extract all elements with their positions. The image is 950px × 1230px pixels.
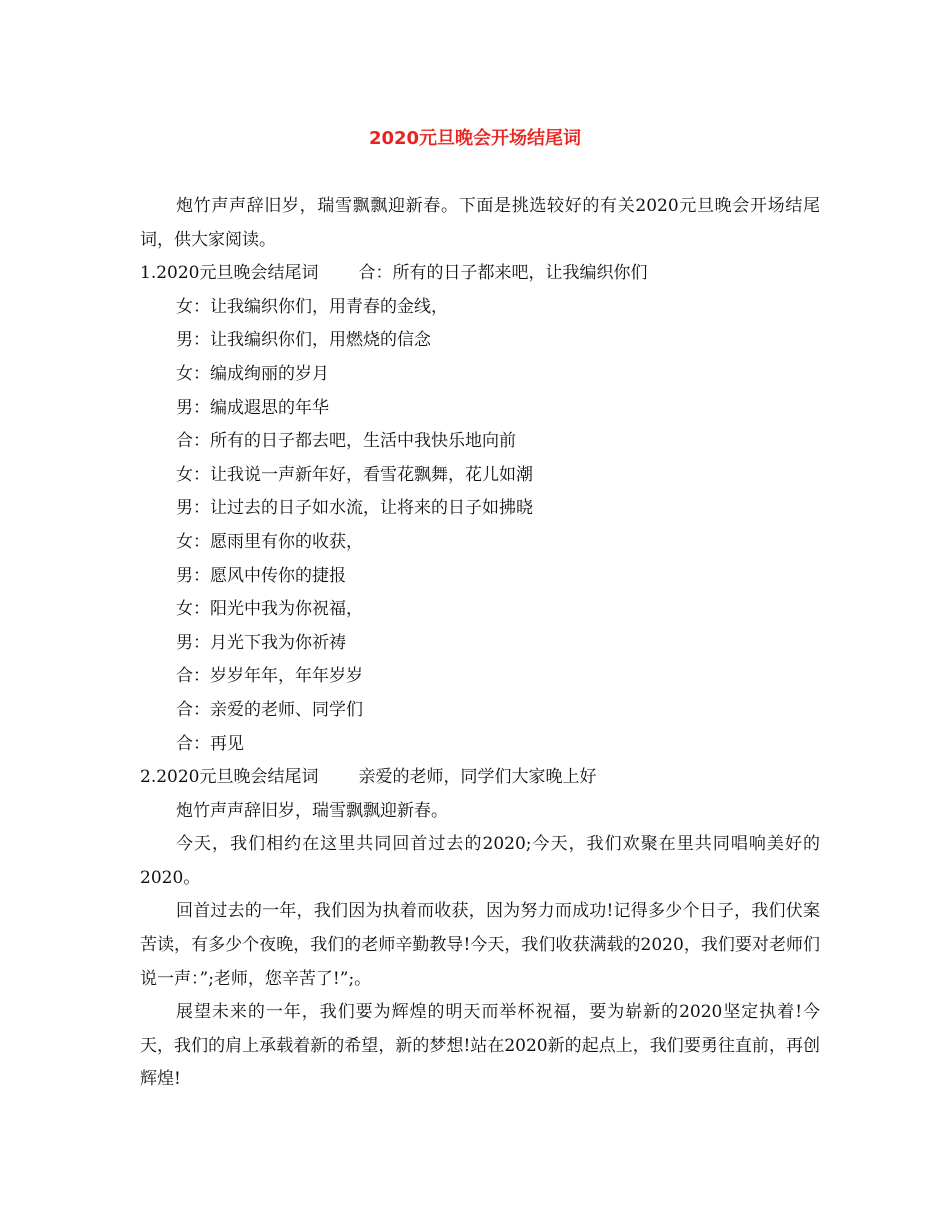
body-paragraph: 今天，我们相约在这里共同回首过去的2020;今天，我们欢聚在里共同唱响美好的2020。 [140, 834, 820, 888]
dialogue-line: 女：愿雨里有你的收获， [176, 531, 363, 552]
dialogue-line: 合：所有的日子都去吧，生活中我快乐地向前 [176, 431, 516, 452]
dialogue-line: 合：再见 [176, 733, 244, 754]
document-title: 2020元旦晚会开场结尾词 [368, 128, 582, 149]
body-paragraph: 展望未来的一年，我们要为辉煌的明天而举杯祝福，要为崭新的2020坚定执着!今天，我们的肩上承载着新的希望，新的梦想!站在2020新的起点上，我们要勇往直前，再创辉煌! [140, 1002, 820, 1090]
dialogue-line: 男：月光下我为你祈祷 [176, 632, 346, 653]
section-2-heading [140, 761, 820, 795]
dialogue-line: 女：让我编织你们，用青春的金线， [176, 296, 448, 317]
dialogue-line: 合：亲爱的老师、同学们 [176, 699, 363, 720]
dialogue-line: 合：岁岁年年，年年岁岁 [176, 666, 363, 687]
body-paragraph: 炮竹声声辞旧岁，瑞雪飘飘迎新春。 [176, 800, 448, 821]
section-2-heading-tail: 亲爱的老师，同学们大家晚上好 [358, 767, 597, 788]
section-1-heading-tail: 合：所有的日子都来吧，让我编织你们 [358, 263, 648, 284]
dialogue-line: 男：让我编织你们，用燃烧的信念 [176, 330, 431, 351]
dialogue-line: 男：愿风中传你的捷报 [176, 565, 346, 586]
document-body [140, 190, 820, 1097]
section-2-number-title: 2.2020元旦晚会结尾词 [140, 767, 319, 788]
dialogue-line: 女：编成绚丽的岁月 [176, 363, 329, 384]
dialogue-line: 男：让过去的日子如水流，让将来的日子如拂晓 [176, 498, 533, 519]
intro-paragraph: 炮竹声声辞旧岁，瑞雪飘飘迎新春。下面是挑选较好的有关2020元旦晚会开场结尾词，供大家阅读。 [140, 196, 820, 250]
dialogue-line: 女：阳光中我为你祝福， [176, 599, 363, 620]
section-1-number-title: 1.2020元旦晚会结尾词 [140, 263, 319, 284]
dialogue-line: 男：编成遐思的年华 [176, 397, 329, 418]
dialogue-line: 女：让我说一声新年好，看雪花飘舞，花儿如潮 [176, 464, 533, 485]
body-paragraph: 回首过去的一年，我们因为执着而收获，因为努力而成功!记得多少个日子，我们伏案苦读，有多少个夜晚，我们的老师辛勤教导!今天，我们收获满载的2020，我们要对老师们说一声：”;老师，您辛苦了!”;。 [140, 901, 820, 989]
section-1-heading [140, 257, 820, 291]
